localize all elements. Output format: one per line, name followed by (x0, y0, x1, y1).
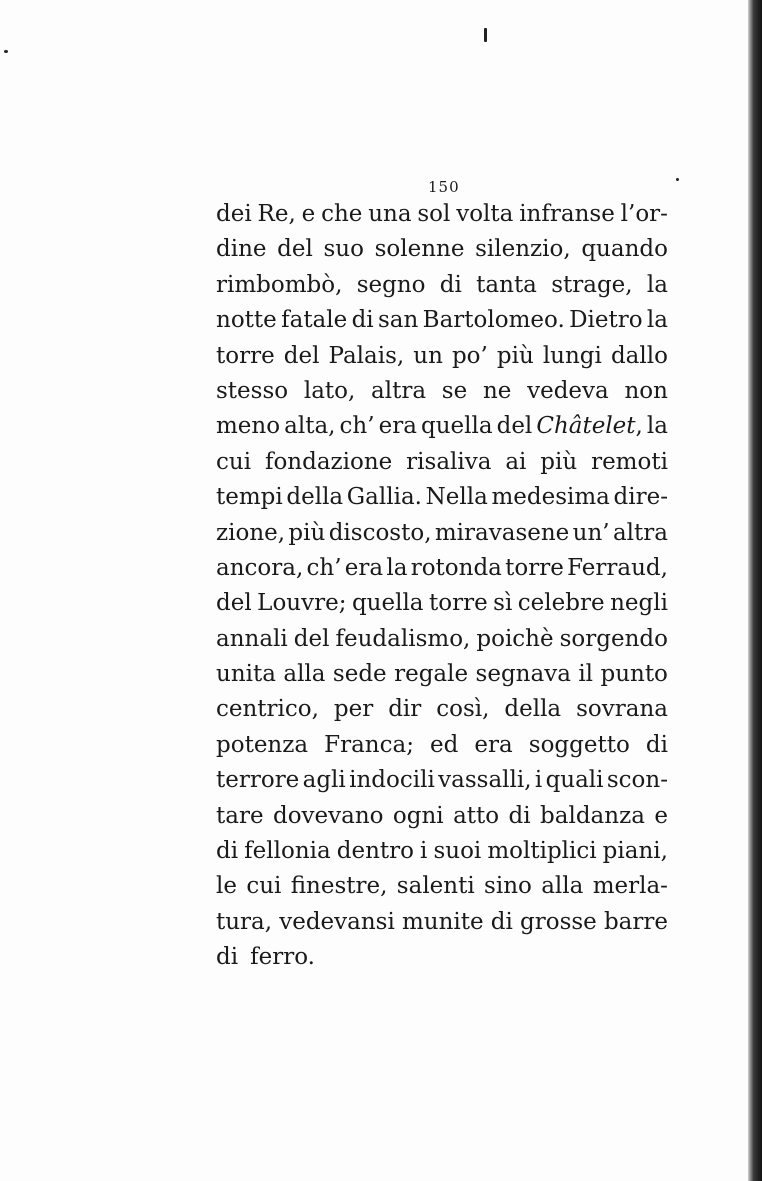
body-text (216, 197, 668, 976)
word: lato, (303, 377, 356, 404)
word: quali (545, 767, 604, 794)
word: tanta (476, 271, 537, 298)
word: tare (216, 802, 264, 829)
word: centrico, (216, 696, 319, 723)
word: ch’ (339, 413, 375, 440)
word: i (420, 838, 428, 865)
word: dine (216, 236, 267, 263)
word: atto (453, 802, 500, 829)
word: le (216, 873, 237, 900)
word: non (624, 377, 668, 404)
word: dei (216, 201, 252, 227)
text-line (216, 339, 668, 374)
text-line (216, 516, 668, 551)
word: di (439, 271, 462, 298)
word: una (368, 201, 412, 227)
word: regale (394, 661, 469, 688)
word: dovevano (272, 802, 384, 829)
word: se (441, 377, 468, 404)
text-line (216, 905, 668, 940)
word: segnava (475, 661, 571, 688)
word: Bartolomeo. (422, 307, 565, 334)
word: ed (430, 731, 459, 758)
word: cui (246, 873, 282, 900)
word: po’ (451, 342, 488, 369)
word: celebre (517, 590, 605, 617)
text-line (216, 692, 668, 727)
word: e (654, 802, 668, 829)
word: silenzio, (475, 236, 571, 263)
word: soggetto (528, 731, 630, 758)
text-line (216, 232, 668, 267)
word: alla (541, 873, 584, 900)
word: per (333, 696, 374, 723)
text-line (216, 409, 668, 444)
word: sorgendo (559, 625, 668, 652)
word: la (646, 413, 668, 440)
word: di (645, 731, 668, 758)
word: sì (493, 590, 513, 617)
word: potenza (216, 731, 309, 758)
word: di (490, 908, 513, 935)
word: altra (371, 377, 427, 404)
word: barre (603, 908, 668, 935)
word: volta (456, 201, 514, 227)
word: miravasene (434, 519, 570, 546)
word: i (534, 767, 543, 794)
word: di (216, 838, 239, 865)
word: era (378, 413, 417, 440)
text-line (216, 374, 668, 409)
word: suoi (433, 838, 482, 865)
word: solenne (374, 236, 465, 263)
word: Nella (425, 484, 488, 511)
text-line (216, 799, 668, 834)
word: zione, (216, 519, 286, 546)
word: del (293, 625, 330, 652)
word: agli (302, 767, 346, 794)
word: del (283, 342, 320, 369)
word: fatale (281, 307, 348, 334)
text-line (216, 657, 668, 692)
word: ne (482, 377, 512, 404)
word: unita (216, 661, 276, 688)
word: finestre, (290, 873, 388, 900)
word: Gallia. (346, 484, 422, 511)
word: di (216, 944, 239, 971)
word: vassalli, (438, 767, 532, 794)
word: salenti (396, 873, 475, 900)
word: quella (351, 590, 424, 617)
word: annali (216, 625, 288, 652)
word: un (413, 342, 443, 369)
word: feudalismo, (335, 625, 471, 652)
text-line (216, 940, 668, 975)
text-line (216, 445, 668, 480)
word: del (277, 236, 313, 263)
text-line (216, 834, 668, 869)
text-line (216, 586, 668, 621)
word: e (301, 201, 316, 227)
text-line (216, 268, 668, 303)
word: Re, (257, 201, 296, 227)
word: rimbombò, (216, 271, 343, 298)
italic-word: Châtelet (536, 413, 636, 440)
word: strage, (551, 271, 633, 298)
word: dallo (610, 342, 668, 369)
word: vedeva (527, 377, 609, 404)
text-line (216, 622, 668, 657)
word: tura, (216, 908, 273, 935)
word: ai (505, 448, 527, 475)
word: san (378, 307, 419, 334)
word: scon- (606, 767, 668, 794)
text-line (216, 551, 668, 586)
word: indocili (349, 767, 435, 794)
word: medesima (491, 484, 610, 511)
word: un’ (572, 519, 610, 546)
word: fondazione (264, 448, 393, 475)
word: sede (332, 661, 387, 688)
word: punto (600, 661, 668, 688)
word: del (216, 590, 252, 617)
word: più (496, 342, 534, 369)
word: era (344, 554, 384, 581)
word: di (508, 802, 531, 829)
text-line (216, 763, 668, 798)
text-line (216, 728, 668, 763)
word: la (386, 554, 408, 581)
word: stesso (216, 377, 289, 404)
word: Ferraud, (567, 554, 668, 581)
word: sol (417, 201, 451, 227)
word: ch’ (306, 554, 342, 581)
word: che (321, 201, 363, 227)
word: altra (612, 519, 668, 546)
word: Palais, (328, 342, 405, 369)
word: ferro. (250, 944, 315, 971)
word: piani, (602, 838, 668, 865)
word: alla (283, 661, 326, 688)
word: così, (436, 696, 490, 723)
word: torre (216, 342, 275, 369)
word: grosse (520, 908, 597, 935)
word: della (504, 696, 562, 723)
word: torre (428, 590, 488, 617)
word: baldanza (540, 802, 645, 829)
word: dire- (613, 484, 668, 511)
word: torre (505, 554, 564, 581)
word: suo (323, 236, 364, 263)
word: tempi (216, 484, 283, 511)
word: Louvre; (257, 590, 347, 617)
word: vedevansi (279, 908, 395, 935)
word: l’or- (620, 201, 668, 227)
text-line (216, 480, 668, 515)
ink-speck (4, 50, 8, 53)
word: moltiplici (487, 838, 597, 865)
word: merla- (592, 873, 668, 900)
word: remoti (591, 448, 668, 475)
word: era (474, 731, 513, 758)
word: rotonda (410, 554, 502, 581)
text-line (216, 869, 668, 904)
word: Châtelet, (536, 413, 643, 440)
text-line (216, 303, 668, 338)
word: negli (610, 590, 668, 617)
page-number: 150 (428, 178, 460, 196)
word: di (351, 307, 374, 334)
word: munite (401, 908, 484, 935)
word: la (646, 271, 668, 298)
word: sino (484, 873, 532, 900)
word: lungi (542, 342, 602, 369)
word: discosto, (328, 519, 432, 546)
word: Dietro (569, 307, 643, 334)
ink-speck (484, 28, 487, 42)
word: dir (388, 696, 422, 723)
word: ancora, (216, 554, 304, 581)
word: infranse (519, 201, 615, 227)
word: quando (581, 236, 668, 263)
word: più (288, 519, 326, 546)
word: poichè (476, 625, 554, 652)
text-line (216, 197, 668, 232)
word: terrore (216, 767, 300, 794)
word: dentro (336, 838, 414, 865)
word: il (578, 661, 594, 688)
word: risaliva (406, 448, 492, 475)
word: segno (356, 271, 426, 298)
word: della (286, 484, 344, 511)
word: più (540, 448, 578, 475)
word: la (646, 307, 668, 334)
ink-speck (676, 178, 679, 181)
word: meno (216, 413, 281, 440)
word: quella (420, 413, 493, 440)
word: del (496, 413, 533, 440)
page-binding-edge (748, 0, 762, 1181)
word: cui (216, 448, 252, 475)
word: sovrana (576, 696, 668, 723)
word: fellonia (244, 838, 331, 865)
word: Franca; (324, 731, 414, 758)
word: notte (216, 307, 277, 334)
word: ogni (392, 802, 444, 829)
word: alta, (284, 413, 336, 440)
